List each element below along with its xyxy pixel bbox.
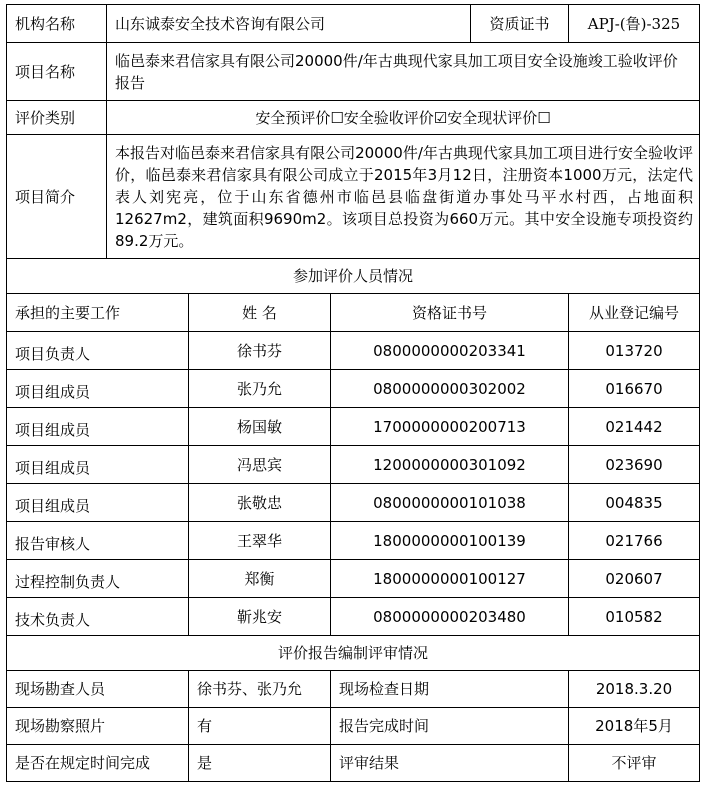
reg-cell: 004835 <box>569 484 700 522</box>
role-cell: 项目组成员 <box>7 446 189 484</box>
review-key: 报告完成时间 <box>331 708 569 745</box>
cert-cell: 1800000000100139 <box>331 522 569 560</box>
reg-cell: 020607 <box>569 560 700 598</box>
reg-cell: 016670 <box>569 370 700 408</box>
review-key: 评审结果 <box>331 745 569 782</box>
table-row <box>7 598 700 636</box>
header-cert: 资格证书号 <box>331 294 569 332</box>
name-cell: 冯思宾 <box>189 446 331 484</box>
project-name-label: 项目名称 <box>7 43 107 101</box>
personnel-section-row <box>7 259 700 294</box>
header-role: 承担的主要工作 <box>7 294 189 332</box>
review-section-title: 评价报告编制评审情况 <box>7 636 700 671</box>
personnel-section-title: 参加评价人员情况 <box>7 259 700 294</box>
project-name-value: 临邑泰来君信家具有限公司20000件/年古典现代家具加工项目安全设施竣工验收评价报告 <box>107 43 700 101</box>
role-cell: 过程控制负责人 <box>7 560 189 598</box>
name-cell: 徐书芬 <box>189 332 331 370</box>
cert-cell: 1800000000100127 <box>331 560 569 598</box>
review-key: 现场勘察照片 <box>7 708 189 745</box>
org-value: 山东诚泰安全技术咨询有限公司 <box>107 5 471 43</box>
review-key: 是否在规定时间完成 <box>7 745 189 782</box>
cert-cell: 1200000000301092 <box>331 446 569 484</box>
review-value: 2018.3.20 <box>569 671 700 708</box>
table-row <box>7 446 700 484</box>
name-cell: 靳兆安 <box>189 598 331 636</box>
eval-type-row <box>7 101 700 135</box>
review-value: 2018年5月 <box>569 708 700 745</box>
name-cell: 张乃允 <box>189 370 331 408</box>
header-name: 姓 名 <box>189 294 331 332</box>
role-cell: 报告审核人 <box>7 522 189 560</box>
cert-cell: 0800000000101038 <box>331 484 569 522</box>
eval-type-value: 安全预评价☐安全验收评价☑安全现状评价☐ <box>107 101 700 135</box>
review-row <box>7 671 700 708</box>
role-cell: 项目负责人 <box>7 332 189 370</box>
review-key: 现场检查日期 <box>331 671 569 708</box>
cert-label: 资质证书 <box>471 5 569 43</box>
name-cell: 王翠华 <box>189 522 331 560</box>
cert-cell: 0800000000302002 <box>331 370 569 408</box>
table-row <box>7 560 700 598</box>
org-row <box>7 5 700 43</box>
summary-value: 本报告对临邑泰来君信家具有限公司20000件/年古典现代家具加工项目进行安全验收评价，临邑泰来君信家具有限公司成立于2015年3月12日，注册资本1000万元，法定代表人刘宪亮，位于山东省德州市临邑县临盘街道办事处马平水村西，占地面积12627m2，建筑面积9690m2。该项目总投资为660万元。其中安全设施专项投资约89.2万元。 <box>107 135 700 259</box>
role-cell: 项目组成员 <box>7 408 189 446</box>
summary-label: 项目简介 <box>7 135 107 259</box>
reg-cell: 021766 <box>569 522 700 560</box>
personnel-header-row <box>7 294 700 332</box>
table-row <box>7 332 700 370</box>
summary-row <box>7 135 700 259</box>
eval-type-label: 评价类别 <box>7 101 107 135</box>
evaluation-info-table <box>6 4 700 782</box>
project-name-row <box>7 43 700 101</box>
role-cell: 项目组成员 <box>7 484 189 522</box>
name-cell: 杨国敏 <box>189 408 331 446</box>
review-value: 徐书芬、张乃允 <box>189 671 331 708</box>
review-row <box>7 708 700 745</box>
cert-value: APJ-(鲁)-325 <box>569 5 700 43</box>
table-row <box>7 484 700 522</box>
name-cell: 郑衡 <box>189 560 331 598</box>
table-row <box>7 370 700 408</box>
reg-cell: 021442 <box>569 408 700 446</box>
review-row <box>7 745 700 782</box>
review-value: 是 <box>189 745 331 782</box>
cert-cell: 0800000000203480 <box>331 598 569 636</box>
name-cell: 张敬忠 <box>189 484 331 522</box>
header-reg: 从业登记编号 <box>569 294 700 332</box>
review-value: 不评审 <box>569 745 700 782</box>
role-cell: 技术负责人 <box>7 598 189 636</box>
cert-cell: 0800000000203341 <box>331 332 569 370</box>
reg-cell: 010582 <box>569 598 700 636</box>
review-section-row <box>7 636 700 671</box>
table-row <box>7 522 700 560</box>
review-key: 现场勘查人员 <box>7 671 189 708</box>
reg-cell: 023690 <box>569 446 700 484</box>
role-cell: 项目组成员 <box>7 370 189 408</box>
reg-cell: 013720 <box>569 332 700 370</box>
table-row <box>7 408 700 446</box>
org-label: 机构名称 <box>7 5 107 43</box>
cert-cell: 1700000000200713 <box>331 408 569 446</box>
review-value: 有 <box>189 708 331 745</box>
